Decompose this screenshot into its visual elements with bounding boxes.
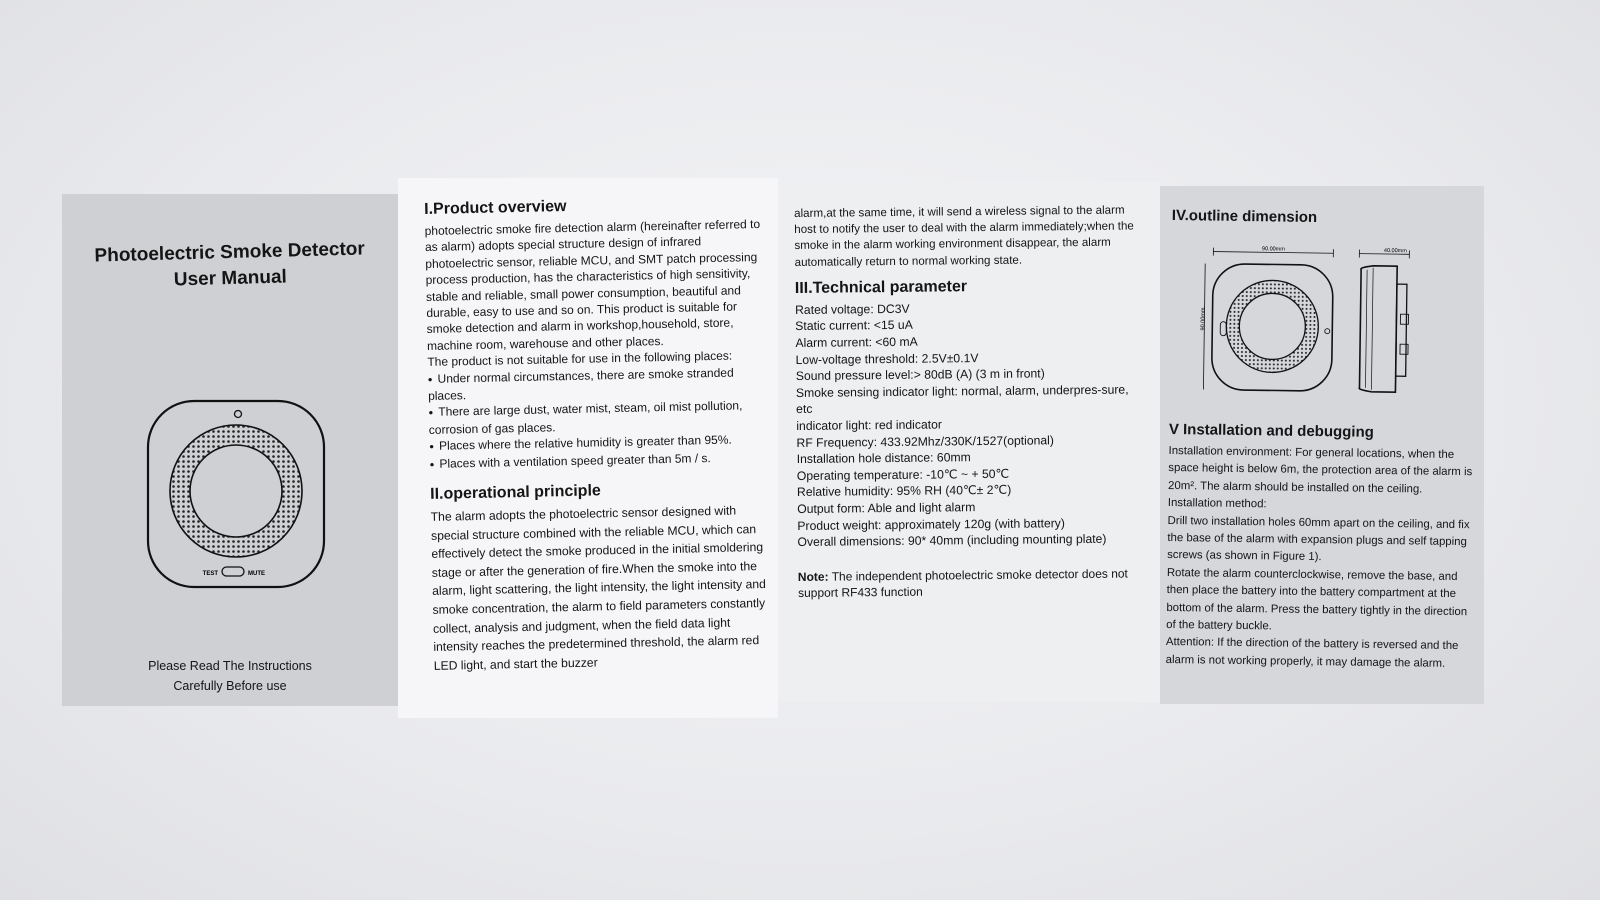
outline-dimension-heading: IV.outline dimension: [1171, 206, 1318, 227]
installation-environment: Installation environment: For general locations, when the space height is below 6m, the protection area of the alarm is 20m². The alarm should be installed on the ceiling.: [1168, 444, 1473, 496]
param-rf-frequency: RF Frequency: 433.92Mhz/330K/1527(optional): [796, 432, 1054, 450]
installation-attention: Attention: If the direction of the battery is reversed and the alarm is not working properly, it may damage the alarm.: [1165, 636, 1459, 670]
param-operating-temperature: Operating temperature: -10℃ ~ + 50℃: [796, 466, 1010, 483]
cover-title-line1: Photoelectric Smoke Detector: [94, 238, 366, 267]
manual-leaflet: [62, 178, 1484, 718]
dim-width-label: 90.00mm: [1261, 246, 1285, 253]
cover-footer-line2: Carefully Before use: [173, 679, 287, 693]
note-label: Note:: [797, 569, 829, 584]
note-text: The independent photoelectric smoke detector does not support RF433 function: [797, 566, 1128, 601]
device-test-label: TEST: [202, 571, 218, 577]
overview-content: [424, 193, 772, 675]
device-mute-label: MUTE: [248, 571, 265, 577]
param-low-voltage: Low-voltage threshold: 2.5V±0.1V: [795, 350, 979, 367]
list-item: ● Under normal circumstances, there are smoke stranded places.: [428, 364, 767, 405]
param-alarm-current: Alarm current: <60 mA: [795, 334, 918, 350]
technical-parameter-list: [795, 298, 1138, 550]
list-item: ● Places where the relative humidity is greater than 95%.: [429, 431, 767, 455]
param-output-form: Output form: Able and light alarm: [797, 500, 976, 516]
installation-step-battery: Rotate the alarm counterclockwise, remove the base, and then place the battery into the battery compartment at the bottom of the alarm. Press the battery tightly in the direction of the battery buckle.: [1166, 566, 1468, 633]
cover-panel: [62, 194, 398, 706]
installation-step-drill: Drill two installation holes 60mm apart on the ceiling, and fix the base of the alarm with expansion plugs and self tapping screws (as shown in Figure 1).: [1167, 514, 1470, 564]
param-sound-pressure: Sound pressure level:> 80dB (A) (3 m in front): [795, 366, 1045, 384]
installation-method-label: Installation method:: [1167, 497, 1267, 511]
technical-content: [794, 202, 1138, 601]
param-indicator-color: indicator light: red indicator: [796, 417, 943, 433]
operational-principle-text: The alarm adopts the photoelectric sensor designed with special structure combined with the reliable MCU, which can effectively detect the smoke produced in the initial smoldering stage or after the generation of fire.When the smoke into the alarm, light scattering, the light intensity, the light intensity and smoke concentration, the alarm to field parameters constantly collect, analysis and judgment, when the field data light intensity reaches the predetermined threshold, the alarm red LED light, and start the buzzer: [430, 503, 767, 673]
dimension-panel: [1160, 186, 1484, 704]
list-item: ● There are large dust, water mist, steam, oil mist pollution, corrosion of gas places.: [428, 397, 767, 438]
technical-panel: [778, 182, 1160, 702]
param-indicator-light: Smoke sensing indicator light: normal, alarm, underpres-sure, etc: [795, 382, 1129, 417]
product-overview-text: photoelectric smoke fire detection alarm (hereinafter referred to as alarm) adopts special structure design of infrared photoelectric sensor, reliable MCU, and SMT patch processing process production, has the characteristics of high sensitivity, stable and reliable, small power consumption, beautiful and durable, easy to use and so on. This product is suitable for smoke detection and alarm in workshop,household, store, machine room, warehouse and other places.: [424, 216, 761, 353]
param-relative-humidity: Relative humidity: 95% RH (40℃± 2℃): [796, 483, 1012, 500]
note: [798, 565, 1138, 601]
param-hole-distance: Installation hole distance: 60mm: [796, 450, 971, 467]
param-static-current: Static current: <15 uA: [795, 318, 913, 334]
unsuitable-places-list: [428, 364, 768, 473]
param-product-weight: Product weight: approximately 120g (with battery): [797, 515, 1065, 533]
operational-principle-heading: II.operational principle: [429, 482, 602, 504]
cover-footer-line1: Please Read The Instructions: [148, 659, 312, 673]
list-item: ● Places with a ventilation speed greater than 5m / s.: [429, 449, 767, 473]
installation-heading: V Installation and debugging: [1168, 420, 1374, 441]
operational-principle-continued: alarm,at the same time, it will send a wireless signal to the alarm host to notify the user to deal with the alarm immediately;when the smoke in the alarm working environment disappear, the alarm automatically return to normal working state.: [794, 203, 1134, 269]
dim-height-label: 90.00mm: [1200, 307, 1207, 331]
cover-footer: [62, 656, 398, 696]
smoke-detector-illustration: [146, 399, 326, 589]
dimension-drawing: [1199, 241, 1441, 404]
dimension-content: [1166, 206, 1480, 674]
technical-parameter-heading: III.Technical parameter: [794, 278, 968, 297]
param-overall-dimensions: Overall dimensions: 90* 40mm (including mounting plate): [797, 531, 1107, 550]
product-overview-heading: I.Product overview: [424, 198, 567, 218]
dim-depth-label: 40.00mm: [1383, 247, 1407, 255]
param-rated-voltage: Rated voltage: DC3V: [795, 301, 910, 317]
overview-panel: [398, 178, 778, 718]
unsuitable-places-intro: The product is not suitable for use in the following places:: [427, 348, 733, 370]
cover-title-line2: User Manual: [173, 266, 288, 291]
cover-title: [62, 236, 398, 297]
